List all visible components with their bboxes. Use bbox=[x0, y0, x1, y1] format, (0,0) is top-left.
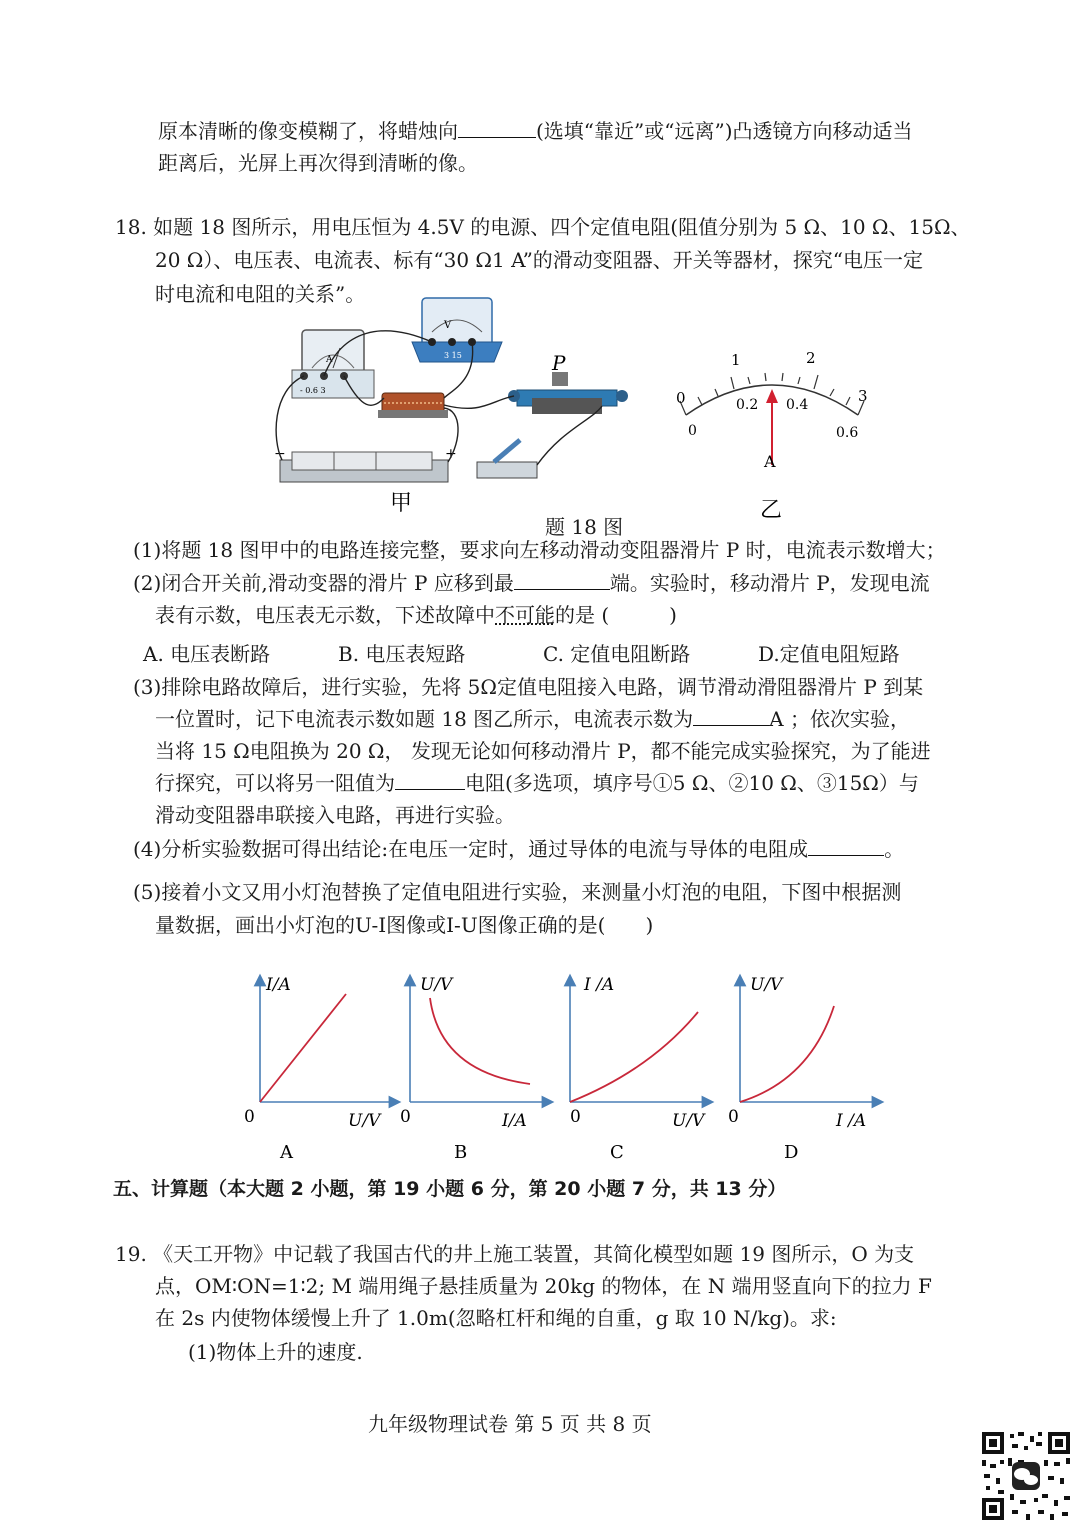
graph-options bbox=[230, 960, 890, 1170]
option-d[interactable]: D.定值电阻短路 bbox=[758, 642, 900, 666]
q18-part3-line1: (3)排除电路故障后，进行实验，先将 5Ω定值电阻接入电路，调节滑动滑阻器滑片 P 到某 bbox=[133, 675, 924, 699]
graph-a-origin: 0 bbox=[244, 1107, 255, 1127]
voltmeter-terminals: 3 15 bbox=[444, 351, 462, 360]
graph-c-origin: 0 bbox=[570, 1107, 581, 1127]
q18-part2-line1: (2)闭合开关前,滑动变器的滑片 P 应移到最 端。实验时，移动滑片 P，发现电流 bbox=[133, 571, 930, 595]
dial-lower-06: 0.6 bbox=[836, 425, 859, 441]
switch-icon bbox=[477, 440, 537, 478]
dial-upper-0: 0 bbox=[676, 389, 686, 407]
rheostat-icon bbox=[508, 351, 628, 414]
answer-blank[interactable] bbox=[514, 569, 610, 590]
label-yi: 乙 bbox=[760, 498, 783, 523]
graph-c-x-label: U/V bbox=[672, 1111, 705, 1131]
graph-d-x-label: I /A bbox=[836, 1111, 867, 1131]
curve-c bbox=[570, 1012, 698, 1102]
q18-part1: (1)将题 18 图甲中的电路连接完整，要求向左移动滑动变阻器滑片 P 时，电流表示数增大； bbox=[133, 538, 946, 562]
plus-terminal: + bbox=[445, 446, 457, 462]
dial-lower-02: 0.2 bbox=[736, 397, 759, 413]
q19-line2: 点，OM∶ON=1∶2; M 端用绳子悬挂质量为 20kg 的物体，在 N 端用竖直向下的拉力 F bbox=[155, 1274, 932, 1298]
option-a[interactable]: A. 电压表断路 bbox=[143, 642, 271, 666]
dial-upper-2: 2 bbox=[806, 349, 816, 367]
page-footer: 九年级物理试卷 第 5 页 共 8 页 bbox=[368, 1412, 652, 1436]
q18-part3-line5: 滑动变阻器串联接入电路，再进行实验。 bbox=[155, 803, 515, 827]
graph-c-letter: C bbox=[610, 1142, 624, 1163]
graph-d-letter: D bbox=[784, 1142, 799, 1163]
answer-blank[interactable] bbox=[395, 769, 465, 790]
dial-upper-3: 3 bbox=[858, 387, 868, 405]
graph-c-y-label: I /A bbox=[584, 975, 615, 995]
curve-b bbox=[430, 998, 530, 1084]
graph-b-x-label: I/A bbox=[502, 1111, 527, 1131]
option-b[interactable]: B. 电压表短路 bbox=[338, 642, 466, 666]
emphasis-not-possible: 不可能 bbox=[495, 603, 555, 627]
dial-lower-04: 0.4 bbox=[786, 397, 809, 413]
figure-18-caption: 题 18 图 bbox=[545, 515, 624, 539]
q18-line2: 20 Ω）、电压表、电流表、标有“30 Ω1 A”的滑动变阻器、开关等器材，探究“电压一定 bbox=[155, 248, 924, 272]
graph-a-x-label: U/V bbox=[348, 1111, 381, 1131]
label-jia: 甲 bbox=[390, 491, 413, 516]
curve-d bbox=[740, 1006, 834, 1102]
curve-a bbox=[260, 994, 346, 1102]
graph-d-y-label: U/V bbox=[750, 975, 783, 995]
dial-upper-1: 1 bbox=[731, 351, 741, 369]
dial-lower-0: 0 bbox=[688, 423, 697, 439]
answer-blank[interactable] bbox=[458, 117, 536, 138]
graph-d[interactable] bbox=[728, 975, 878, 1163]
ammeter-icon bbox=[292, 330, 374, 398]
minus-terminal: − bbox=[274, 446, 286, 462]
graph-b-origin: 0 bbox=[400, 1107, 411, 1127]
ammeter-letter: A bbox=[326, 355, 333, 365]
q19-line3: 在 2s 内使物体缓慢上升了 1.0m(忽略杠杆和绳的自重，g 取 10 N/kg)。求: bbox=[155, 1306, 837, 1330]
q18-part3-line4: 行探究，可以将另一阻值为 电阻(多选项，填序号①5 Ω、②10 Ω、③15Ω）与 bbox=[155, 771, 919, 795]
q18-part5-line2: 量数据，画出小灯泡的U-I图像或I-U图像正确的是( ) bbox=[155, 913, 654, 937]
answer-blank[interactable] bbox=[808, 835, 884, 856]
q18-part5-line1: (5)接着小文又用小灯泡替换了定值电阻进行实验，来测量小灯泡的电阻，下图中根据测 bbox=[133, 880, 902, 904]
voltmeter-icon bbox=[412, 298, 502, 362]
option-c[interactable]: C. 定值电阻断路 bbox=[543, 642, 691, 666]
q19-part1: (1)物体上升的速度. bbox=[188, 1340, 363, 1364]
q18-part2-line2: 表有示数，电压表无示数，下述故障中不可能的是 ( ) bbox=[155, 603, 677, 627]
graph-d-origin: 0 bbox=[728, 1107, 739, 1127]
ammeter-dial bbox=[668, 345, 878, 525]
slider-label-p: P bbox=[552, 351, 566, 375]
section-5-heading: 五、计算题（本大题 2 小题，第 19 小题 6 分，第 20 小题 7 分，共 13 分） bbox=[113, 1178, 787, 1200]
graph-b-y-label: U/V bbox=[420, 975, 453, 995]
fixed-resistor-icon bbox=[378, 393, 448, 418]
voltmeter-letter: V bbox=[444, 320, 452, 331]
graph-b[interactable] bbox=[400, 975, 548, 1163]
graph-c[interactable] bbox=[570, 975, 708, 1163]
graph-b-letter: B bbox=[454, 1142, 468, 1163]
q19-line1: 19. 《天工开物》中记载了我国古代的井上施工装置，其简化模型如题 19 图所示，O 为支 bbox=[115, 1242, 915, 1266]
battery-holder-icon bbox=[274, 446, 457, 482]
qr-code-icon bbox=[978, 1428, 1074, 1524]
graph-a[interactable] bbox=[244, 975, 395, 1163]
q17-line1: 原本清晰的像变模糊了，将蜡烛向 (选填“靠近”或“远离”)凸透镜方向移动适当 bbox=[158, 119, 913, 143]
circuit-diagram bbox=[262, 290, 662, 520]
q17-line2: 距离后，光屏上再次得到清晰的像。 bbox=[158, 151, 478, 175]
q18-part4: (4)分析实验数据可得出结论:在电压一定时，通过导体的电流与导体的电阻成 。 bbox=[133, 837, 905, 861]
ammeter-terminals: - 0.6 3 bbox=[300, 386, 326, 395]
graph-a-letter: A bbox=[280, 1142, 293, 1163]
q18-line1: 18. 如题 18 图所示，用电压恒为 4.5V 的电源、四个定值电阻(阻值分别为 5 Ω、10 Ω、15Ω、 bbox=[115, 215, 971, 239]
q18-part3-line3: 当将 15 Ω电阻换为 20 Ω， 发现无论如何移动滑片 P，都不能完成实验探究，为了能进 bbox=[155, 739, 931, 763]
answer-blank[interactable] bbox=[693, 705, 769, 726]
q18-line3: 时电流和电阻的关系”。 bbox=[155, 282, 366, 306]
q18-part3-line2: 一位置时，记下电流表示数如题 18 图乙所示，电流表示数为 A ；依次实验， bbox=[155, 707, 910, 731]
dial-unit: A bbox=[764, 452, 776, 471]
graph-a-y-label: I/A bbox=[266, 975, 291, 995]
